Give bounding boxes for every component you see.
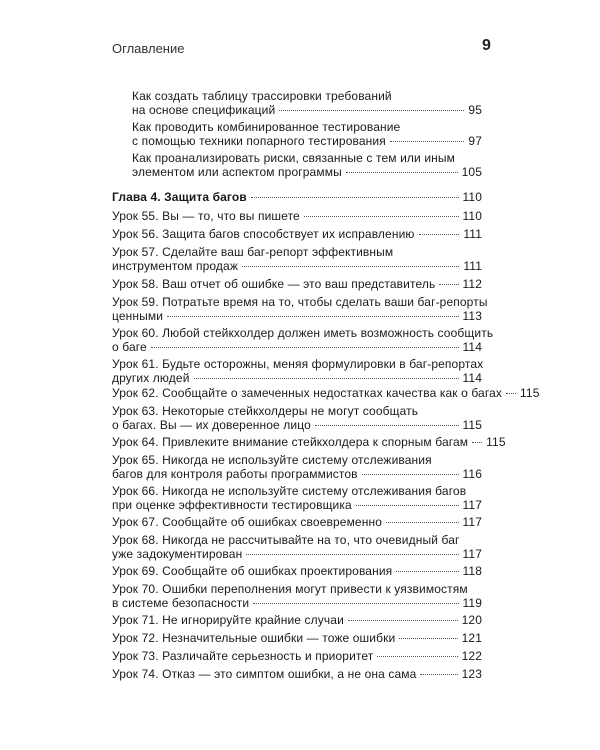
dot-leader xyxy=(396,571,458,572)
toc-page-number: 116 xyxy=(462,467,482,481)
toc-entry-line: Урок 57. Сделайте ваш баг-репорт эффективным xyxy=(112,245,394,259)
toc-entry-line: Урок 65. Никогда не используйте систему отслеживания xyxy=(112,453,432,467)
toc-entry-line: Урок 60. Любой стейкхолдер должен иметь возможность сообщить xyxy=(112,326,494,340)
page-number: 9 xyxy=(482,37,491,54)
toc-page-number: 105 xyxy=(461,165,482,179)
dot-leader xyxy=(279,110,464,111)
toc-lesson-entry xyxy=(112,245,482,273)
toc-entry-line: ценными xyxy=(112,309,164,323)
toc-entry-line: Урок 58. Ваш отчет об ошибке — это ваш представитель xyxy=(112,277,436,291)
dot-leader xyxy=(253,603,458,604)
toc-page-number: 112 xyxy=(462,277,482,291)
toc-entry-line: Урок 70. Ошибки переполнения могут привести к уязвимостям xyxy=(112,582,468,596)
toc-page-number: 118 xyxy=(462,564,482,578)
dot-leader xyxy=(399,638,457,639)
toc-page-number: 117 xyxy=(462,498,482,512)
toc-entry-line: багов для контроля работы программистов xyxy=(112,467,358,481)
toc-lesson-entry xyxy=(112,295,488,323)
toc-page-number: 115 xyxy=(462,418,482,432)
dot-leader xyxy=(472,442,482,443)
toc-entry-line: Урок 59. Потратьте время на то, чтобы сделать ваши баг-репорты xyxy=(112,295,488,309)
toc-entry-line: о багах. Вы — их доверенное лицо xyxy=(112,418,311,432)
toc-page-number: 121 xyxy=(461,631,482,645)
toc-entry-line: элементом или аспектом программы xyxy=(132,165,342,179)
toc-lesson-entry xyxy=(112,277,482,291)
toc-lesson-entry xyxy=(112,613,482,627)
toc-page-number: 95 xyxy=(468,103,482,117)
dot-leader xyxy=(377,656,457,657)
toc-entry-line: Урок 66. Никогда не используйте систему отслеживания багов xyxy=(112,484,467,498)
toc-entry-line: инструментом продаж xyxy=(112,259,238,273)
dot-leader xyxy=(390,141,465,142)
toc-lesson-entry xyxy=(112,326,494,354)
toc-entry-line: с помощью техники попарного тестирования xyxy=(132,134,386,148)
toc-entry-line: на основе спецификаций xyxy=(132,103,276,117)
toc-lesson-entry xyxy=(112,533,482,561)
toc-entry-line: Урок 61. Будьте осторожны, меняя формулировки в баг-репортах xyxy=(112,357,484,371)
dot-leader xyxy=(356,505,459,506)
toc-lesson-entry xyxy=(112,435,506,449)
dot-leader xyxy=(420,674,457,675)
toc-entry-line: Урок 71. Не игнорируйте крайние случаи xyxy=(112,613,344,627)
toc-lesson-entry xyxy=(112,667,482,681)
toc-lesson-entry xyxy=(112,649,482,663)
toc-entry-line: Урок 55. Вы — то, что вы пишете xyxy=(112,209,300,223)
toc-page-number: 119 xyxy=(462,596,482,610)
toc-page-number: 111 xyxy=(463,227,482,241)
toc-chapter-heading xyxy=(112,190,482,204)
dot-leader xyxy=(348,620,458,621)
toc-lesson-entry xyxy=(112,209,482,223)
toc-entry-line: уже задокументирован xyxy=(112,547,243,561)
toc-entry-line: Урок 74. Отказ — это симптом ошибки, а не она сама xyxy=(112,667,417,681)
toc-entry-line: других людей xyxy=(112,371,190,385)
dot-leader xyxy=(167,316,458,317)
dot-leader xyxy=(362,474,459,475)
dot-leader xyxy=(151,347,459,348)
toc-subentry xyxy=(132,151,482,179)
toc-subentry xyxy=(132,89,482,117)
toc-entry-line: Урок 56. Защита багов способствует их исправлению xyxy=(112,227,415,241)
toc-subentry xyxy=(132,120,482,148)
toc-page-number: 114 xyxy=(462,340,482,354)
toc-entry-line: Урок 62. Сообщайте о замеченных недостатках качества как о багах xyxy=(112,386,502,400)
toc-page-number: 122 xyxy=(461,649,482,663)
toc-entry-line: при оценке эффективности тестировщика xyxy=(112,498,352,512)
toc-lesson-entry xyxy=(112,564,482,578)
toc-lesson-entry xyxy=(112,484,482,512)
toc-lesson-entry xyxy=(112,631,482,645)
toc-entry-line: Урок 67. Сообщайте об ошибках своевременно xyxy=(112,515,383,529)
toc-page-number: 117 xyxy=(462,515,482,529)
toc-lesson-entry xyxy=(112,582,482,610)
dot-leader xyxy=(246,554,458,555)
dot-leader xyxy=(242,266,459,267)
toc-lesson-entry xyxy=(112,515,482,529)
toc-entry-line: Урок 64. Привлеките внимание стейкхолдера к спорным багам xyxy=(112,435,469,449)
dot-leader xyxy=(346,172,458,173)
toc-entry-line: о баге xyxy=(112,340,147,354)
dot-leader xyxy=(439,284,458,285)
toc-page-number: 110 xyxy=(462,190,482,204)
toc-page-number: 115 xyxy=(520,386,540,400)
toc-entry-line: Глава 4. Защита багов xyxy=(112,190,247,204)
toc-entry-line: Урок 69. Сообщайте об ошибках проектирования xyxy=(112,564,393,578)
dot-leader xyxy=(194,378,459,379)
dot-leader xyxy=(315,425,459,426)
toc-page-number: 97 xyxy=(468,134,482,148)
toc-entry-line: Как проанализировать риски, связанные с тем или иным xyxy=(132,151,455,165)
toc-entry-line: Урок 63. Некоторые стейкхолдеры не могут сообщать xyxy=(112,404,419,418)
toc-lesson-entry xyxy=(112,227,482,241)
toc-page-number: 114 xyxy=(462,371,482,385)
toc-page-number: 111 xyxy=(463,259,482,273)
toc-lesson-entry xyxy=(112,357,482,385)
dot-leader xyxy=(251,197,459,198)
dot-leader xyxy=(419,234,460,235)
toc-page-number: 110 xyxy=(462,209,482,223)
toc-entry-line: Урок 68. Никогда не рассчитывайте на то, что очевидный баг xyxy=(112,533,460,547)
toc-lesson-entry xyxy=(112,404,482,432)
toc-lesson-entry xyxy=(112,453,482,481)
toc-entry-line: Урок 72. Незначительные ошибки — тоже ошибки xyxy=(112,631,396,645)
toc-entry-line: Как создать таблицу трассировки требований xyxy=(132,89,392,103)
toc-entry-line: Как проводить комбинированное тестирование xyxy=(132,120,401,134)
toc-page-number: 123 xyxy=(461,667,482,681)
toc-page-number: 113 xyxy=(462,309,482,323)
dot-leader xyxy=(304,216,459,217)
toc-lesson-entry xyxy=(112,386,540,400)
dot-leader xyxy=(386,522,458,523)
toc-page-number: 120 xyxy=(461,613,482,627)
toc-page-number: 117 xyxy=(462,547,482,561)
header-section-title: Оглавление xyxy=(112,41,185,56)
dot-leader xyxy=(506,393,516,394)
toc-entry-line: Урок 73. Различайте серьезность и приоритет xyxy=(112,649,374,663)
toc-entry-line: в системе безопасности xyxy=(112,596,250,610)
toc-page-number: 115 xyxy=(486,435,506,449)
